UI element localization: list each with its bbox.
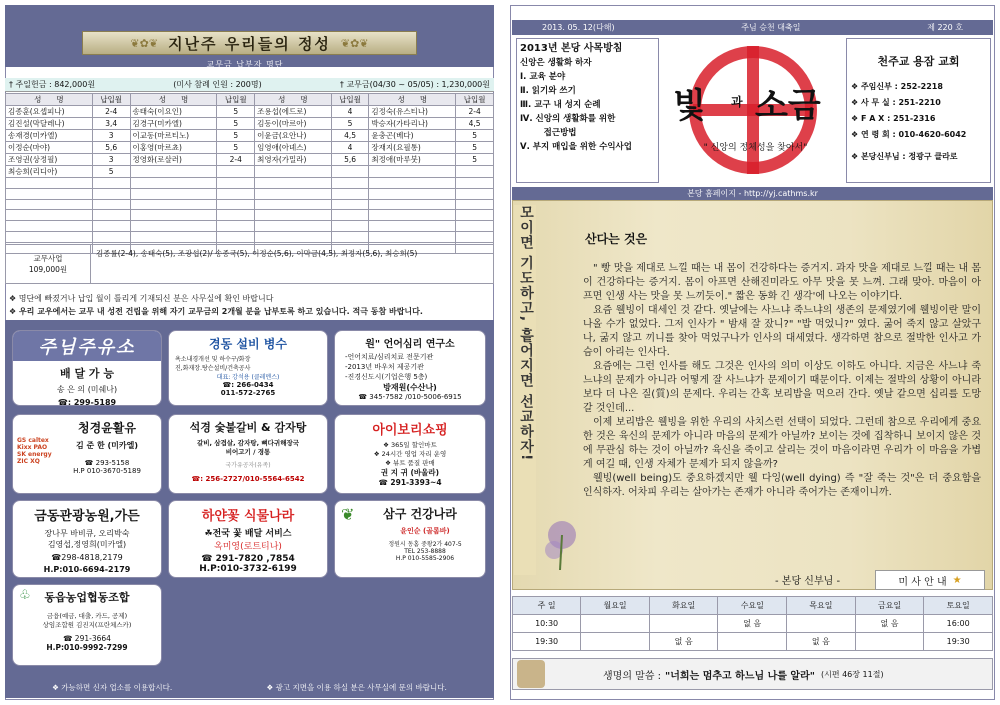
table-cell: 임영애(아녜스) xyxy=(255,142,332,154)
leaf-icon: ❦ xyxy=(341,505,355,524)
ad-line: 진,화재장.탕슨설비/건축공사 xyxy=(175,365,251,372)
table-cell xyxy=(92,221,130,232)
pastoral-title: 2013년 본당 사목방침 xyxy=(520,43,623,54)
homepage-link[interactable]: 본당 홈페이지 - http://yj.cathms.kr xyxy=(687,189,818,198)
pastoral-item: Ⅳ. 신앙의 생활화를 위한 xyxy=(520,114,616,124)
word-reference: (시편 46장 11절) xyxy=(820,669,884,679)
schedule-cell: 16:00 xyxy=(924,615,993,633)
table-cell: 송재경(미카엘) xyxy=(6,130,93,142)
ad-line: -언어치료/심리치료 전문기관 xyxy=(345,353,434,361)
star-icon: ★ xyxy=(952,574,962,586)
table-row xyxy=(6,199,494,210)
schedule-cell: 10:30 xyxy=(513,615,581,633)
schedule-cell xyxy=(581,633,650,651)
ad-phone: ☎298-4818,2179 xyxy=(51,553,123,562)
table-cell: 장재지(요필통) xyxy=(369,142,456,154)
essay-paragraph: 이제 보리밥은 웰빙을 위한 우리의 사치스런 선택이 되었다. 그런데 참으로 우리에게 중요한 것은 육신의 문제가 아니라 마음의 문제가 아닐까? 보이는 것에 집착하니 보이지 않은 것에 무관심 하는 것이 아닐까? 육신을 죽이고 살리는 것이 마음이라면 우리가 이 마음을 가볍게 여길 때, 인생 자체가 문제가 되지 않을까? xyxy=(583,417,981,470)
table-row xyxy=(6,118,494,130)
committee-label: 교무금 납부자 명단 xyxy=(206,60,284,69)
ad-line: 장나무 바비큐, 오리박숙 xyxy=(44,529,130,538)
tithe-project-amount: 109,000원 xyxy=(28,265,68,274)
table-cell: 김경구(미카엘) xyxy=(130,118,217,130)
schedule-cell xyxy=(787,615,856,633)
table-cell xyxy=(255,178,332,189)
ad-phone: ☎ 293-5158 xyxy=(84,459,130,467)
ad-nonghyup xyxy=(12,584,162,666)
table-header: 성 명 xyxy=(369,94,456,106)
pastoral-item: Ⅱ. 읽기와 쓰기 xyxy=(520,86,576,96)
ad-flower-shop xyxy=(168,500,328,578)
table-row xyxy=(6,188,494,199)
table-cell: 송태숙(이요인) xyxy=(130,106,217,118)
table-cell: 조영권(상정필) xyxy=(6,154,93,166)
table-cell xyxy=(130,166,217,178)
issue-number: 제 220 호 xyxy=(927,23,963,32)
table-row xyxy=(6,221,494,232)
table-cell xyxy=(130,231,217,242)
liturgical-day: 주님 승천 대축일 xyxy=(741,23,801,32)
table-row xyxy=(6,166,494,178)
ad-speech-center xyxy=(334,330,486,406)
table-cell xyxy=(369,199,456,210)
table-cell xyxy=(331,178,369,189)
schedule-cell: 없 음 xyxy=(649,633,718,651)
contact-line: ❖ 연 령 회 : 010-4620-6042 xyxy=(851,130,967,139)
ad-line: 김 준 한 (미카엘) xyxy=(75,441,139,450)
flower-decoration-icon xyxy=(540,495,585,570)
ad-phone: ☎: 299-5189 xyxy=(57,398,117,406)
table-cell: 김동이(마르아) xyxy=(255,118,332,130)
ad-title: 경동 설비 병수 xyxy=(209,337,287,351)
ad-line: -진경신도시(기업은행 5층) xyxy=(345,373,428,381)
footer-note: ❖ 광고 지면을 이용 하실 분은 사무실에 문의 바랍니다. xyxy=(266,682,447,692)
table-cell xyxy=(456,210,494,221)
ad-line: 욕소내경개선 및 하수구/화장 xyxy=(175,356,251,363)
ad-title: 동읍농업협동조합 xyxy=(44,591,130,604)
ad-title: 금동관광농원,가든 xyxy=(34,509,140,524)
table-cell: 4 xyxy=(331,106,369,118)
schedule-cell: 없 음 xyxy=(787,633,856,651)
word-verse: "너희는 멈추고 하느님 나를 알라" xyxy=(665,670,815,682)
table-cell xyxy=(217,188,255,199)
ad-phone: H.P:010-6694-2179 xyxy=(43,565,131,574)
table-cell: 김진설(막달레나) xyxy=(6,118,93,130)
ad-title: 석경 숯불갈비 & 감자탕 xyxy=(189,421,307,434)
essay-signature: - 본당 신부님 - xyxy=(775,576,841,587)
pastor-name: ❖ 본당신부님 : 정광구 클라로 xyxy=(851,152,958,161)
contact-line: ❖ 주임신부 : 252-2218 xyxy=(851,82,943,91)
ad-line: ☘전국 꽃 배달 서비스 xyxy=(204,529,292,539)
ad-title: 주님주유소 xyxy=(13,331,161,361)
table-cell xyxy=(369,178,456,189)
ornament-icon: ❦✿❦ xyxy=(340,36,369,50)
schedule-cell xyxy=(855,633,924,651)
ad-phone: ☎ 345-7582 /010-5006-6915 xyxy=(358,393,462,401)
table-header: 납입월 xyxy=(331,94,369,106)
table-cell xyxy=(217,178,255,189)
table-cell xyxy=(130,188,217,199)
tithe-project-row xyxy=(5,244,494,284)
table-cell xyxy=(456,231,494,242)
table-cell: 3 xyxy=(92,154,130,166)
table-cell xyxy=(6,188,93,199)
pastoral-subtitle: 신앙은 생활화 하자 xyxy=(520,58,592,68)
table-cell xyxy=(369,188,456,199)
ad-line: 금융(예금, 대출, 카드, 공제) xyxy=(46,612,128,620)
table-cell xyxy=(255,231,332,242)
table-cell: 5 xyxy=(456,142,494,154)
essay-paragraph: 요즘에는 그런 인사를 해도 그것은 인사의 의미 이상도 이하도 아니다. 지금은 사느냐 죽느냐의 문제가 아니라 어떻게 잘 사느냐가 문제이기 때문이다. 이제는 절박의 상황이 아니라 보다 더 나은 질(質)의 문제다. 우리는 간혹 보리밥을 먹으러 간다. 옛날 같으면 십리를 도망갈 것인데... xyxy=(583,361,981,414)
table-header: 성 명 xyxy=(130,94,217,106)
table-cell xyxy=(6,199,93,210)
footer-note: ❖ 가능하면 신자 업소를 이용합시다. xyxy=(52,682,173,692)
issue-date: 2013. 05. 12(다해) xyxy=(542,23,615,32)
offering-summary xyxy=(5,78,494,92)
ad-title: 삼구 건강나라 xyxy=(383,507,457,521)
ad-line: 권 지 귀 (바울라) xyxy=(380,468,440,477)
ad-farm-garden xyxy=(12,500,162,578)
table-cell: 5,6 xyxy=(331,154,369,166)
table-cell xyxy=(456,199,494,210)
schedule-header: 화요일 xyxy=(649,597,718,615)
table-cell: 박승자(가타리나) xyxy=(369,118,456,130)
table-header: 납입월 xyxy=(456,94,494,106)
ad-phone: H.P:010-9992-7299 xyxy=(46,643,128,652)
table-cell xyxy=(92,231,130,242)
table-cell: 최승희(리디아) xyxy=(6,166,93,178)
mass-guide-box xyxy=(875,570,985,590)
table-header: 성 명 xyxy=(255,94,332,106)
word-label: 생명의 말씀 : xyxy=(603,670,662,682)
table-header: 납입월 xyxy=(92,94,130,106)
ad-phone: TEL 253-8888 xyxy=(404,548,446,555)
pastoral-box xyxy=(516,38,659,183)
ad-line: 비어고기 / 경통 xyxy=(225,448,271,456)
table-header: 납입월 xyxy=(217,94,255,106)
table-cell xyxy=(331,188,369,199)
ad-line: -2013년 바우처 제공기관 xyxy=(345,363,424,371)
ad-phone: ☎: 256-2727/010-5564-6542 xyxy=(191,475,305,483)
contact-line: ❖ 사 무 실 : 251-2210 xyxy=(851,98,941,107)
pastoral-item: Ⅲ. 교구 내 성지 순례 xyxy=(520,100,601,110)
ad-title: 청경윤활유 xyxy=(78,421,136,435)
table-row xyxy=(6,178,494,189)
ad-title: 원" 언어심리 연구소 xyxy=(365,339,455,350)
contact-line: ❖ F A X : 251-2316 xyxy=(851,114,936,123)
table-cell xyxy=(255,166,332,178)
mass-guide-label: 미 사 안 내 xyxy=(898,576,947,588)
ad-line: 옥미영(로트티나) xyxy=(214,542,282,552)
table-cell xyxy=(130,210,217,221)
table-row xyxy=(6,154,494,166)
table-cell xyxy=(456,178,494,189)
table-cell xyxy=(6,231,93,242)
table-cell xyxy=(6,221,93,232)
table-cell xyxy=(255,210,332,221)
ad-plumbing xyxy=(168,330,328,406)
homepage-bar xyxy=(512,187,993,200)
table-cell: 3 xyxy=(92,130,130,142)
schedule-cell: 없 음 xyxy=(855,615,924,633)
schedule-header: 주 일 xyxy=(513,597,581,615)
table-cell: 5 xyxy=(456,154,494,166)
table-cell: 김종훈(요셉피나) xyxy=(6,106,93,118)
table-cell: 이교동(마르티노) xyxy=(130,130,217,142)
ad-line: 갈비, 삼겹살, 감자탕, 뼈다귀해장국 xyxy=(196,439,300,447)
ad-line: 방재원(수산나) xyxy=(383,383,437,392)
ad-title: 아이보리쇼핑 xyxy=(372,423,448,438)
masthead-logo xyxy=(663,38,843,183)
pastoral-item: 접근방법 xyxy=(520,128,577,138)
table-cell xyxy=(331,221,369,232)
schedule-header: 금요일 xyxy=(855,597,924,615)
table-row xyxy=(6,106,494,118)
schedule-header: 토요일 xyxy=(924,597,993,615)
table-cell: 5 xyxy=(217,130,255,142)
table-cell xyxy=(456,221,494,232)
table-header: 성 명 xyxy=(6,94,93,106)
tithe-project-names: 김종률(2-4), 송태숙(5), 조광섭(2)/ 송종국(5), 이정순(5,6), 이막금(4,5), 최정자(5,6), 최승희(5) xyxy=(96,249,418,258)
offerings-title: 지난주 우리들의 정성 xyxy=(168,34,331,53)
ad-line: 김영섭,정영희(미카엘) xyxy=(47,540,127,549)
mass-attendance: (미사 참례 인원 : 200명) xyxy=(173,80,262,89)
table-cell: 이홍영(마르쵸) xyxy=(130,142,217,154)
logo-salt: 소금 xyxy=(755,86,821,126)
ad-line: 대표: 강석용 (클레멘스) xyxy=(216,374,280,381)
schedule-header: 수요일 xyxy=(718,597,787,615)
schedule-cell: 없 음 xyxy=(718,615,787,633)
schedule-cell xyxy=(718,633,787,651)
table-cell: 최영자(가밀라) xyxy=(255,154,332,166)
offerings-banner xyxy=(82,31,417,55)
table-cell: 2-4 xyxy=(92,106,130,118)
table-cell xyxy=(6,210,93,221)
table-cell xyxy=(130,221,217,232)
table-cell: 4 xyxy=(331,142,369,154)
table-row xyxy=(6,130,494,142)
note-check: ❖ 명단에 빠졌거나 납입 월이 틀리게 기재되신 분은 사무실에 확인 바랍니다 xyxy=(9,294,274,303)
ad-line: ❖ 24시간 영업 자리 운영 xyxy=(373,450,447,458)
table-cell: 3,4 xyxy=(92,118,130,130)
table-cell: 이정순(마야) xyxy=(6,142,93,154)
table-cell xyxy=(130,178,217,189)
ad-phone: ☎ 291-3393~4 xyxy=(378,478,442,487)
table-cell: 정영화(로살러) xyxy=(130,154,217,166)
table-cell xyxy=(255,199,332,210)
ad-line: ❖ 뷰트 품질 판매 xyxy=(385,459,435,467)
ornament-icon: ❦✿❦ xyxy=(130,36,159,50)
ad-line: ❖ 365일 할인마트 xyxy=(383,441,437,449)
table-cell xyxy=(331,210,369,221)
table-cell: 5 xyxy=(92,166,130,178)
ad-phone: H.P 010-3670-5189 xyxy=(73,467,141,475)
table-cell: 5 xyxy=(217,118,255,130)
table-cell xyxy=(217,210,255,221)
table-row xyxy=(6,231,494,242)
table-cell: 4,5 xyxy=(456,118,494,130)
tithe-table xyxy=(5,93,494,254)
pastoral-item: Ⅰ. 교육 분야 xyxy=(520,72,566,82)
ad-ivory-shopping xyxy=(334,414,486,494)
issue-bar xyxy=(512,20,993,35)
ad-line: 상임조합원 김진지(프란체스카) xyxy=(42,621,132,629)
left-footer xyxy=(5,676,494,698)
table-cell: 5 xyxy=(456,130,494,142)
table-cell: 최정애(마루붓) xyxy=(369,154,456,166)
table-cell xyxy=(92,188,130,199)
logo-light: 빛 xyxy=(673,86,706,126)
table-cell xyxy=(369,221,456,232)
table-cell: 5 xyxy=(331,118,369,130)
table-row xyxy=(6,210,494,221)
ad-gas-station xyxy=(12,330,162,406)
nonghyup-logo-icon: ♧ xyxy=(19,588,31,603)
ad-lubricant xyxy=(12,414,162,494)
table-cell xyxy=(92,210,130,221)
note-building: ❖ 우리 교우에서는 교무 내 성전 건립을 위해 자기 교무금의 2개월 분을 납부토록 하고 있습니다. 적극 동참 바랍니다. xyxy=(9,307,423,316)
schedule-row xyxy=(513,615,993,633)
essay-title: 산다는 것은 xyxy=(585,232,648,246)
ad-phone: ☎: 266-0434 xyxy=(222,381,274,389)
table-cell xyxy=(217,231,255,242)
vertical-slogan: 모이면 기도하고, 흩어지면 선교하자! xyxy=(514,205,536,575)
tithe-project-label: 교무사업 xyxy=(33,254,63,263)
table-cell: 조용섭(에드로) xyxy=(255,106,332,118)
table-cell: 2-4 xyxy=(217,154,255,166)
ad-phone: H.P:010-3732-6199 xyxy=(199,564,297,574)
table-cell xyxy=(217,166,255,178)
table-cell xyxy=(6,178,93,189)
table-cell xyxy=(255,188,332,199)
ad-line: 배 달 가 능 xyxy=(60,367,114,380)
ad-galbi xyxy=(168,414,328,494)
table-cell xyxy=(456,188,494,199)
table-cell xyxy=(456,166,494,178)
ad-line: 국가유공자(유족) xyxy=(225,462,271,469)
essay-paragraph: 요즘 웰빙이 대세인 것 같다. 옛날에는 사느냐 죽느냐의 생존의 문제였기에 웰빙이란 말이 나올 수가 없었다. 그저 인사가 " 밤새 잘 잤니?" "밥 먹었니?" 였다. 굶어 죽지 않고 살았구나, 굶지 않고 끼니를 찾아 먹었구나가 인사의 대세였다. 생각하면 참으로 절박한 인사고 가슴이 아리는 인사다. xyxy=(583,305,981,358)
table-cell xyxy=(92,199,130,210)
logo-and: 과 xyxy=(731,95,743,109)
ad-brands: GS caltex Kixx PAO SK energy ZIC XQ xyxy=(17,437,52,465)
ad-phone: ☎ 291-3664 xyxy=(63,634,111,643)
ad-line: 송 은 의 (미쉐나) xyxy=(56,385,118,394)
mass-schedule-table xyxy=(512,596,993,651)
table-cell xyxy=(331,231,369,242)
pastoral-item: Ⅴ. 부지 매입을 위한 수익사업 xyxy=(520,142,632,152)
ad-title: 하얀꽃 식물나라 xyxy=(201,509,295,524)
tithe-total: † 교무금(04/30 ~ 05/05) : 1,230,000원 xyxy=(339,80,490,89)
ad-line: 정원시 동홈 중왕2가 407-5 xyxy=(388,541,462,548)
sunday-offering: † 주일헌금 : 842,000원 xyxy=(9,80,96,89)
table-cell xyxy=(369,231,456,242)
ad-phone: ☎ 291-7820 ,7854 xyxy=(201,554,295,564)
schedule-header: 월요일 xyxy=(581,597,650,615)
table-cell: 이윤금(요안나) xyxy=(255,130,332,142)
schedule-cell xyxy=(581,615,650,633)
word-of-life xyxy=(512,658,993,690)
schedule-cell: 19:30 xyxy=(513,633,581,651)
essay-paragraph: " 빵 맛을 제대로 느낄 때는 내 몸이 건강하다는 증거지. 과자 맛을 제대로 느낄 때는 내 몸이 건강하다는 증거지. 몸이 아프면 산해진미라도 아무 맛을 못 느껴. 그래 맞아. 마음이 아프면 인생 사는 맛을 못 느끼듯이." 짧은 동화 긴 생각'에 나오는 이야기다. xyxy=(583,263,981,302)
table-cell xyxy=(217,221,255,232)
logo-tagline: " 신앙의 정체성을 찾아서" xyxy=(703,143,808,153)
ad-phone: 011-572-2765 xyxy=(220,389,276,397)
table-cell: 김정숙(유스티나) xyxy=(369,106,456,118)
schedule-row xyxy=(513,633,993,651)
tithe-project-label-cell xyxy=(6,245,91,283)
essay-paragraph: 웰빙(well being)도 중요하겠지만 웰 다잉(well dying) 즉 "잘 죽는 것"은 더 중요함을 인식하자. 어차피 우리는 살아가는 존재가 아니라 죽어가는 존재이니까. xyxy=(583,473,981,498)
table-cell xyxy=(331,199,369,210)
jesus-image xyxy=(517,660,545,688)
table-cell xyxy=(217,199,255,210)
table-cell xyxy=(369,210,456,221)
table-row xyxy=(6,142,494,154)
table-cell: 4,5 xyxy=(331,130,369,142)
table-cell xyxy=(331,166,369,178)
essay-body xyxy=(583,262,981,500)
table-cell xyxy=(369,166,456,178)
table-cell: 2-4 xyxy=(456,106,494,118)
table-cell: 5 xyxy=(217,142,255,154)
table-cell xyxy=(255,221,332,232)
church-name: 천주교 용잠 교회 xyxy=(877,55,960,68)
table-cell: 5 xyxy=(217,106,255,118)
ad-health xyxy=(334,500,486,578)
table-cell xyxy=(130,199,217,210)
schedule-header: 목요일 xyxy=(787,597,856,615)
schedule-cell: 19:30 xyxy=(924,633,993,651)
table-cell: 5,6 xyxy=(92,142,130,154)
table-cell: 윤충곤(베다) xyxy=(369,130,456,142)
schedule-cell xyxy=(649,615,718,633)
church-info xyxy=(846,38,991,183)
ad-line: 윤인순 (골롬바) xyxy=(400,527,450,535)
table-cell xyxy=(92,178,130,189)
ad-phone: H.P 010-5585-2906 xyxy=(395,555,455,562)
